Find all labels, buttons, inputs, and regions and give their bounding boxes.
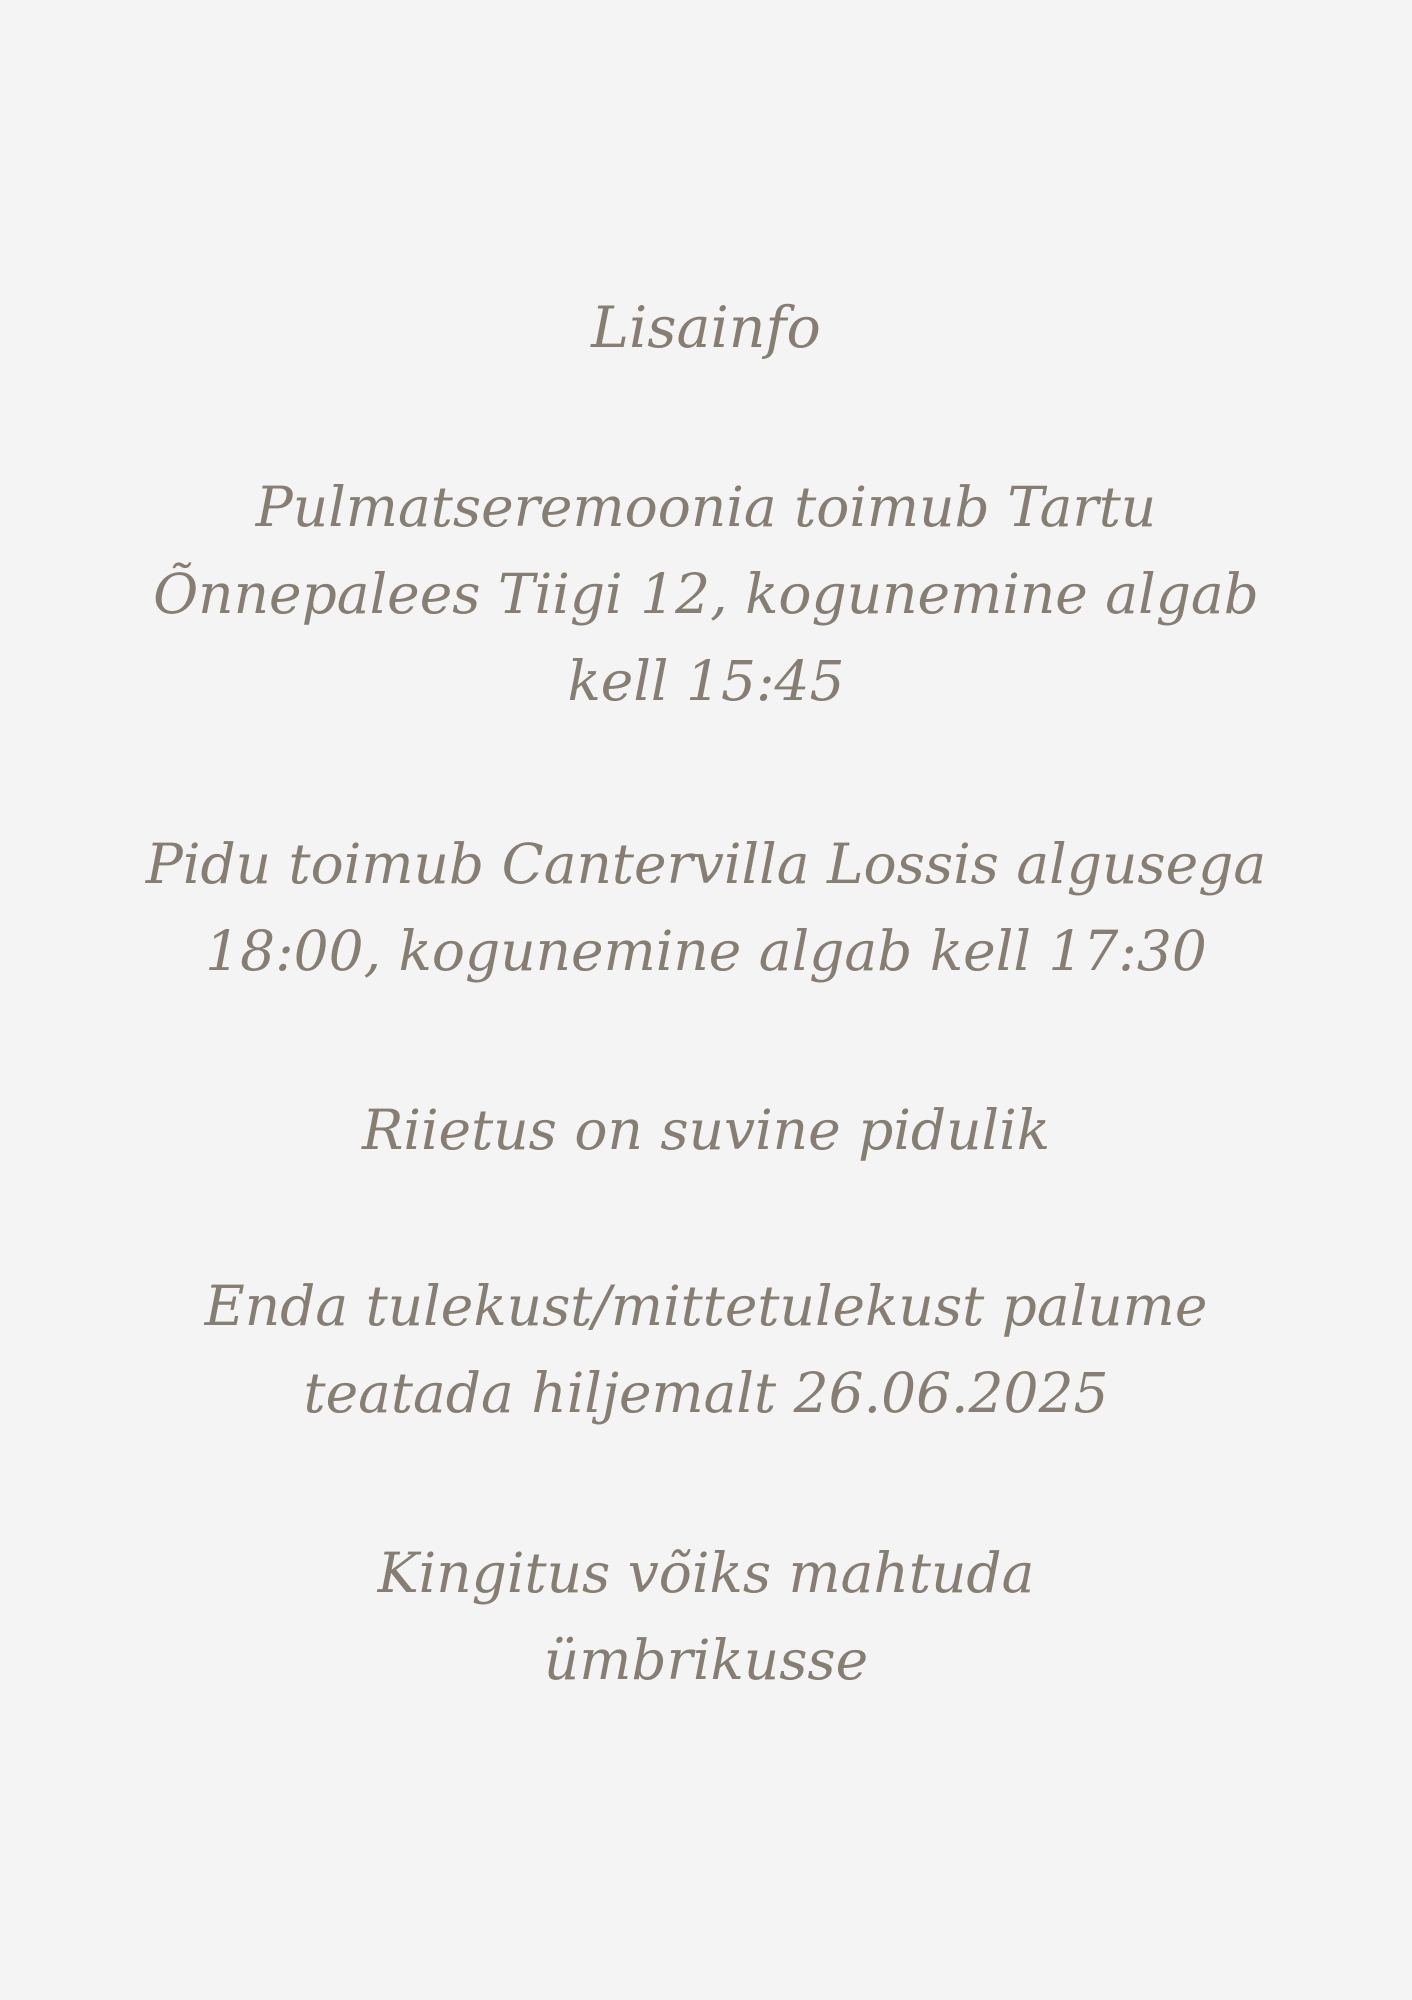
party-line: 18:00, kogunemine algab kell 17:30 <box>205 919 1207 983</box>
rsvp-line: Enda tulekust/mittetulekust palume <box>204 1274 1208 1338</box>
dress-code-line: Riietus on suvine pidulik <box>361 1098 1051 1162</box>
ceremony-line: Õnnepalees Tiigi 12, kogunemine algab <box>153 562 1259 626</box>
gift-line: ümbrikusse <box>543 1628 869 1692</box>
rsvp-info <box>130 1263 1282 1437</box>
ceremony-info <box>130 464 1282 725</box>
dress-code-info <box>130 1087 1282 1174</box>
gift-info <box>130 1530 1282 1704</box>
ceremony-line: Pulmatseremoonia toimub Tartu <box>255 475 1157 539</box>
party-info <box>130 821 1282 995</box>
ceremony-line: kell 15:45 <box>567 649 845 713</box>
gift-line: Kingitus võiks mahtuda <box>377 1541 1035 1605</box>
rsvp-line: teatada hiljemalt 26.06.2025 <box>303 1361 1109 1425</box>
party-line: Pidu toimub Cantervilla Lossis algusega <box>145 832 1267 896</box>
page-title: Lisainfo <box>591 295 821 361</box>
